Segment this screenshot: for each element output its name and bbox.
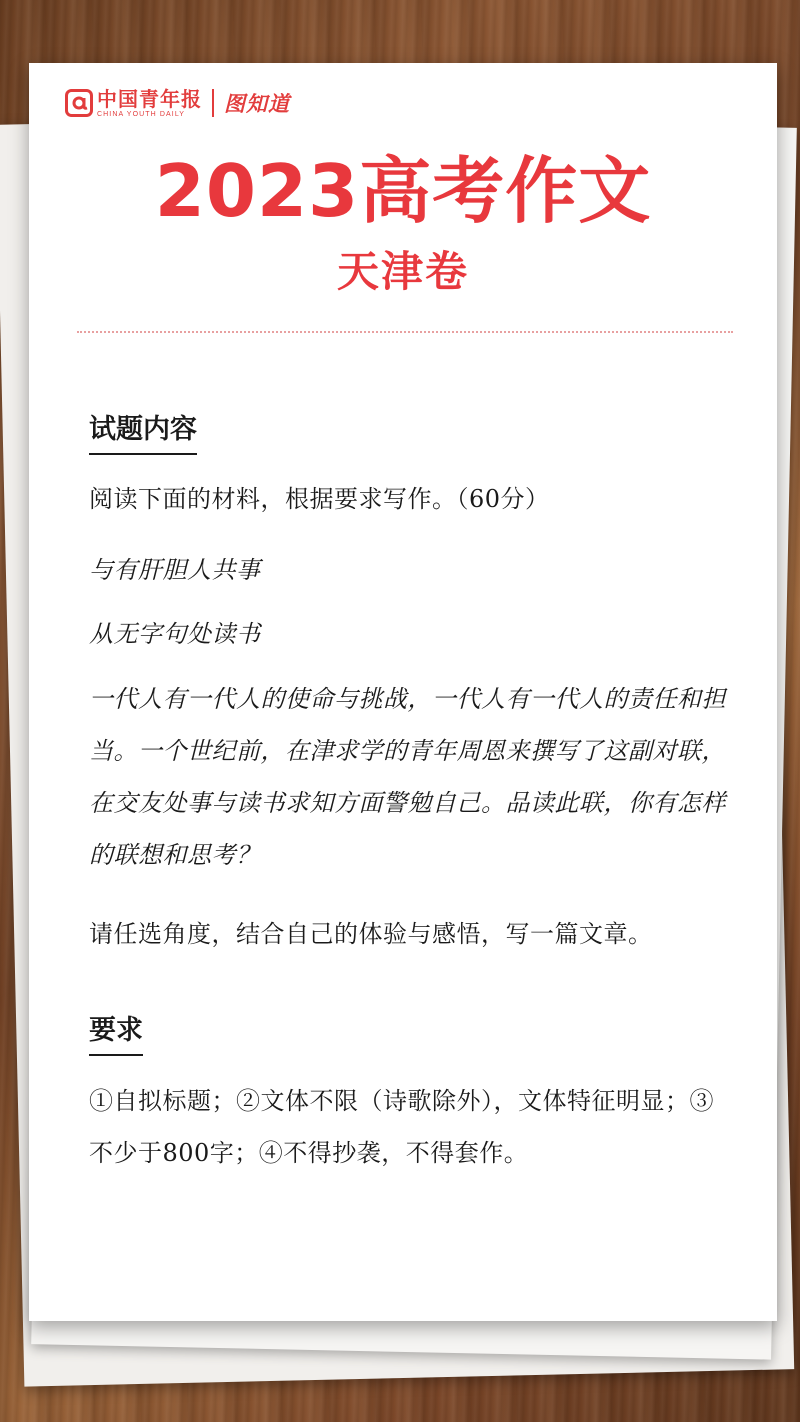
main-paper-sheet: [29, 63, 777, 1321]
couplet-line-1: 与有肝胆人共事: [89, 556, 261, 584]
task-text: 请任选角度，结合自己的体验与感悟，写一篇文章。: [89, 920, 653, 948]
couplet-line-2: 从无字句处读书: [89, 620, 261, 648]
requirements-text: ①自拟标题；②文体不限（诗歌除外），文体特征明显；③不少于800字；④不得抄袭，不得套作。: [89, 1087, 714, 1167]
brand-english-name: CHINA YOUTH DAILY: [97, 110, 186, 118]
brand-logo-row: [65, 87, 290, 119]
partner-logo: 图知道: [224, 92, 290, 116]
logo-divider: [212, 89, 214, 117]
at-sign-logo-icon: [65, 89, 93, 117]
brand-logo-text: [97, 86, 202, 118]
section-heading-requirements: 要求: [89, 1017, 143, 1056]
dotted-divider: [77, 331, 733, 333]
instruction-text: 阅读下面的材料，根据要求写作。（60分）: [89, 485, 550, 513]
brand-name: 中国青年报: [97, 86, 202, 111]
page-title: 2023高考作文: [154, 149, 652, 233]
material-paragraph: 一代人有一代人的使命与挑战，一代人有一代人的责任和担当。一个世纪前，在津求学的青年周恩来撰写了这副对联，在交友处事与读书求知方面警勉自己。品读此联，你有怎样的联想和思考？: [89, 685, 726, 869]
section-heading-question: 试题内容: [89, 416, 197, 455]
page-subtitle: 天津卷: [336, 247, 469, 296]
